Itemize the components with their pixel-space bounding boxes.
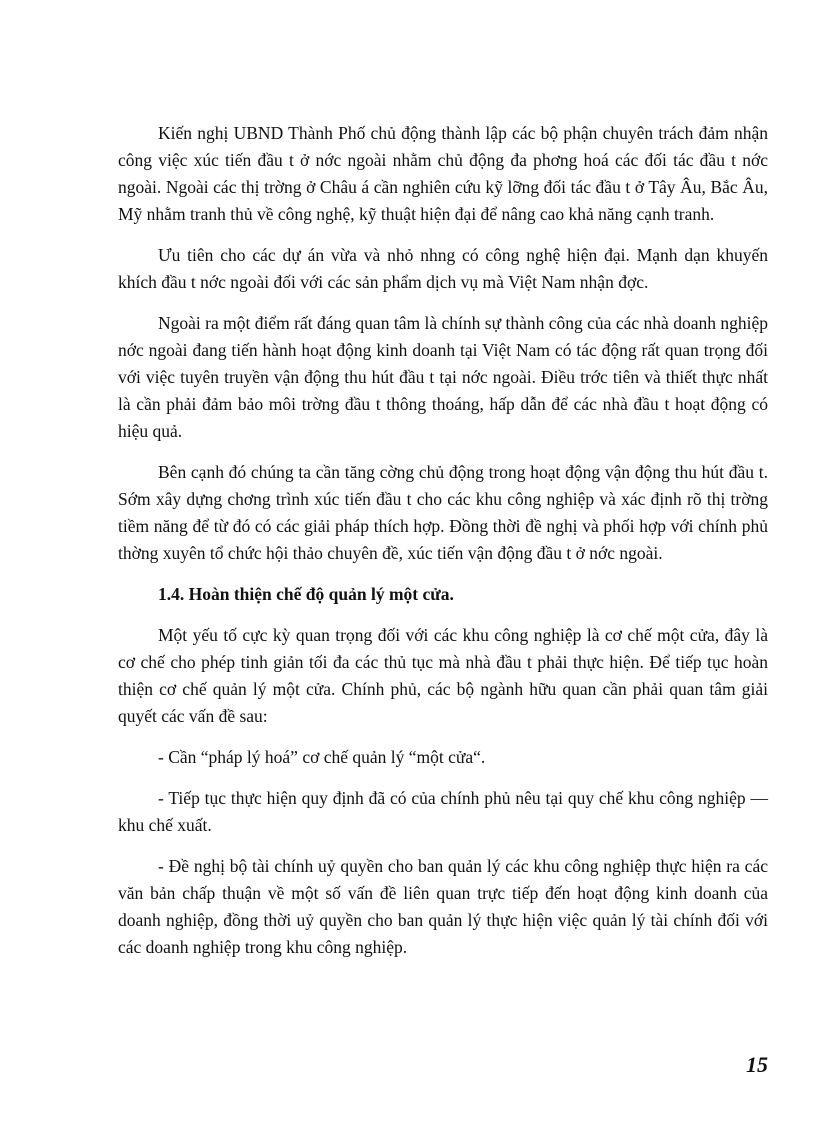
- bullet-item: - Đề nghị bộ tài chính uỷ quyền cho ban quản lý các khu công nghiệp thực hiện ra các văn bản chấp thuận về một số vấn đề liên quan trực tiếp đến hoạt động kinh doanh của doanh nghiệp, đồng thời uỷ quyền cho ban quản lý thực hiện việc quản lý tài chính đối với các doanh nghiệp trong khu công nghiệp.: [118, 856, 768, 957]
- section-heading: 1.4. Hoàn thiện chế độ quản lý một cửa.: [158, 584, 454, 604]
- section-intro-paragraph: Một yếu tố cực kỳ quan trọng đối với các khu công nghiệp là cơ chế một cửa, đây là cơ chế cho phép tinh giản tối đa các thủ tục mà nhà đầu t phải thực hiện. Để tiếp tục hoàn thiện cơ chế quản lý một cửa. Chính phủ, các bộ ngành hữu quan cần phải quan tâm giải quyết các vấn đề sau:: [118, 625, 768, 726]
- page-number: 15: [746, 1052, 768, 1077]
- body-paragraph: Bên cạnh đó chúng ta cần tăng cờng chủ động trong hoạt động vận động thu hút đầu t. Sớm xây dựng chơng trình xúc tiến đầu t cho các khu công nghiệp và xác định rõ thị trờng tiềm năng để từ đó có các giải pháp thích hợp. Đồng thời đề nghị và phối hợp với chính phủ thờng xuyên tổ chức hội thảo chuyên đề, xúc tiến vận động đầu t ở nớc ngoài.: [118, 462, 768, 563]
- body-paragraph: Ưu tiên cho các dự án vừa và nhỏ nhng có công nghệ hiện đại. Mạnh dạn khuyến khích đầu t nớc ngoài đối với các sản phẩm dịch vụ mà Việt Nam nhận đợc.: [118, 245, 768, 292]
- bullet-item: - Cần “pháp lý hoá” cơ chế quản lý “một cửa“.: [158, 747, 486, 767]
- page-body: [118, 120, 768, 975]
- bullet-item: - Tiếp tục thực hiện quy định đã có của chính phủ nêu tại quy chế khu công nghiệp — khu chế xuất.: [118, 788, 768, 835]
- body-paragraph: Ngoài ra một điểm rất đáng quan tâm là chính sự thành công của các nhà doanh nghiệp nớc ngoài đang tiến hành hoạt động kinh doanh tại Việt Nam có tác động rất quan trọng đối với việc tuyên truyền vận động thu hút đầu t tại nớc ngoài. Điều trớc tiên và thiết thực nhất là cần phải đảm bảo môi trờng đầu t thông thoáng, hấp dẫn để các nhà đầu t hoạt động có hiệu quả.: [118, 313, 768, 441]
- body-paragraph: Kiến nghị UBND Thành Phố chủ động thành lập các bộ phận chuyên trách đảm nhận công việc xúc tiến đầu t ở nớc ngoài nhằm chủ động đa phơng hoá các đối tác đầu t nớc ngoài. Ngoài các thị trờng ở Châu á cần nghiên cứu kỹ lỡng đối tác đầu t ở Tây Âu, Bắc Âu, Mỹ nhằm tranh thủ về công nghệ, kỹ thuật hiện đại để nâng cao khả năng cạnh tranh.: [118, 123, 768, 224]
